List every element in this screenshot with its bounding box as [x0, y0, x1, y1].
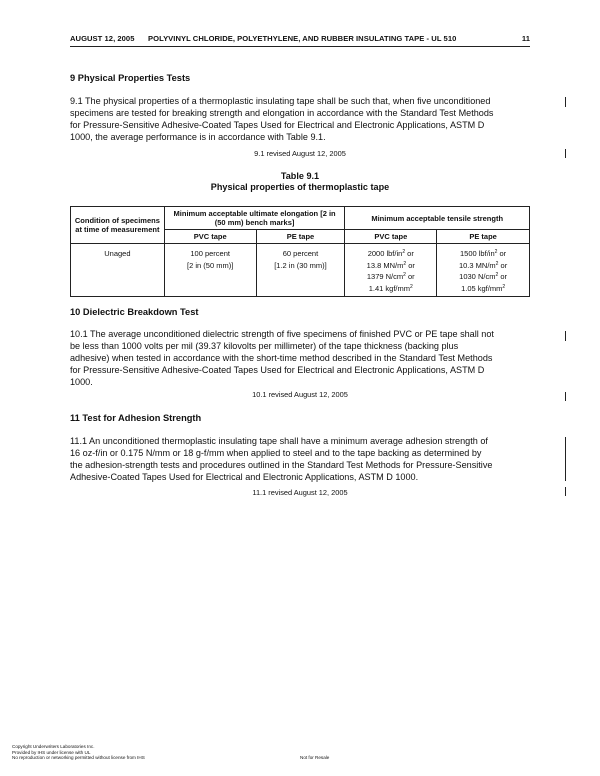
para-line: specimens are tested for breaking strength and elongation in accordance with the Standard Test Methods [70, 107, 494, 118]
revision-note-9-1: 9.1 revised August 12, 2005 [254, 149, 346, 158]
revision-bar [565, 392, 566, 401]
not-for-resale-note: Not for Resale [300, 755, 330, 760]
subheader-pe-tensile: PE tape [437, 230, 530, 244]
tensile-pe-line: 1.05 kgf/$mm^2$ [461, 283, 506, 293]
tensile-pvc-line: 1.41 kgf/$mm^2$ [368, 283, 413, 293]
header-date: AUGUST 12, 2005 [70, 34, 135, 43]
revision-bar [565, 149, 566, 158]
footer-line: Copyright Underwriters Laboratories Inc. [12, 744, 95, 749]
cell-elong-pvc [164, 244, 256, 297]
header-rule [70, 46, 530, 47]
copyright-footer [12, 744, 145, 761]
physical-properties-table [70, 206, 530, 297]
para-line: 1000. [70, 376, 93, 387]
revision-bar [565, 487, 566, 496]
table-caption: Physical properties of thermoplastic tape [210, 182, 390, 193]
elong-pvc-line: [2 in (50 mm)] [187, 260, 234, 270]
para-line: 16 oz-f/in or 0.175 N/mm or 18 g-f/mm when applied to steel and to the tape backing as determined by [70, 447, 482, 458]
para-line: 11.1 An unconditioned thermoplastic insulating tape shall have a minimum average adhesion strength of [70, 436, 488, 446]
para-line: 1000, the average performance is in accordance with Table 9.1. [70, 131, 326, 142]
condition-value: Unaged [104, 249, 131, 258]
tensile-pvc-line: 13.8 $MN/m^2$ or [366, 260, 415, 270]
page-number: 11 [521, 34, 530, 43]
section-heading-physical: 9 Physical Properties Tests [70, 73, 191, 83]
cell-tensile-pe [437, 244, 530, 297]
para-line: for Pressure-Sensitive Adhesive-Coated Tapes Used for Electrical and Electronic Applications, ASTM D [70, 364, 485, 375]
cell-tensile-pvc [345, 244, 437, 297]
col-header-tensile: Minimum acceptable tensile strength [345, 207, 530, 230]
tensile-pe-line: 10.3 $MN/m^2$ or [458, 260, 508, 270]
para-line: Adhesive-Coated Tapes Used for Electrical and Electronic Applications, ASTM D 1000. [70, 471, 419, 482]
para-line: be less than 1000 volts per mil (39.37 kilovolts per millimeter) of the tape thickness (backing plus [70, 340, 459, 351]
section-heading-dielectric: 10 Dielectric Breakdown Test [70, 307, 199, 317]
footer-line: Provided by IHS under license with UL [12, 749, 91, 755]
revision-note-11-1: 11.1 revised August 12, 2005 [252, 488, 348, 497]
table-row [71, 244, 530, 297]
tensile-pvc-line: 1379 $N/cm^2$ or [366, 272, 415, 282]
elong-pe-line: 60 percent [282, 249, 319, 258]
para-line: 10.1 The average unconditioned dielectric strength of five specimens of finished PVC or PE tape shall not [70, 329, 494, 339]
revision-bar [565, 437, 566, 481]
col-header-elongation: Minimum acceptable ultimate elongation [2 in (50 mm) bench marks] [164, 207, 345, 230]
elong-pvc-line: 100 percent [190, 249, 230, 258]
cell-elong-pe [256, 244, 345, 297]
tensile-pe-line: 1500 lbf/$in^2$ or [460, 249, 507, 258]
paragraph-10-1 [70, 329, 530, 389]
revision-bar [565, 97, 566, 107]
para-line: the adhesion-strength tests and procedures outlined in the Standard Test Methods for Pressure-Sensitive [70, 459, 493, 470]
revision-bar [565, 331, 566, 341]
para-line: 9.1 The physical properties of a thermoplastic insulating tape shall be such that, when five unconditioned [70, 96, 491, 106]
header-title: POLYVINYL CHLORIDE, POLYETHYLENE, AND RUBBER INSULATING TAPE - UL 510 [148, 34, 457, 43]
subheader-pe-elongation: PE tape [256, 230, 345, 244]
col-header-condition: Condition of specimens at time of measurement [71, 207, 165, 244]
revision-note-10-1: 10.1 revised August 12, 2005 [252, 390, 348, 399]
footer-line: No reproduction or networking permitted without license from IHS [12, 755, 145, 761]
table-number: Table 9.1 [280, 171, 320, 181]
para-line: for Pressure-Sensitive Adhesive-Coated Tapes Used for Electrical and Electronic Applications, ASTM D [70, 119, 485, 130]
paragraph-11-1 [70, 436, 530, 484]
cell-condition [71, 244, 165, 297]
paragraph-9-1 [70, 96, 530, 144]
table-title [70, 171, 530, 194]
subheader-pvc-tensile: PVC tape [345, 230, 437, 244]
section-heading-adhesion: 11 Test for Adhesion Strength [70, 413, 202, 423]
tensile-pvc-line: 2000 lbf/$in^2$ or [367, 249, 414, 258]
subheader-pvc-elongation: PVC tape [164, 230, 256, 244]
para-line: adhesive) when tested in accordance with the short-time method described in the Standard Test Methods [70, 352, 493, 363]
tensile-pe-line: 1030 $N/cm^2$ or [459, 272, 507, 282]
elong-pe-line: [1.2 in (30 mm)] [274, 260, 327, 270]
